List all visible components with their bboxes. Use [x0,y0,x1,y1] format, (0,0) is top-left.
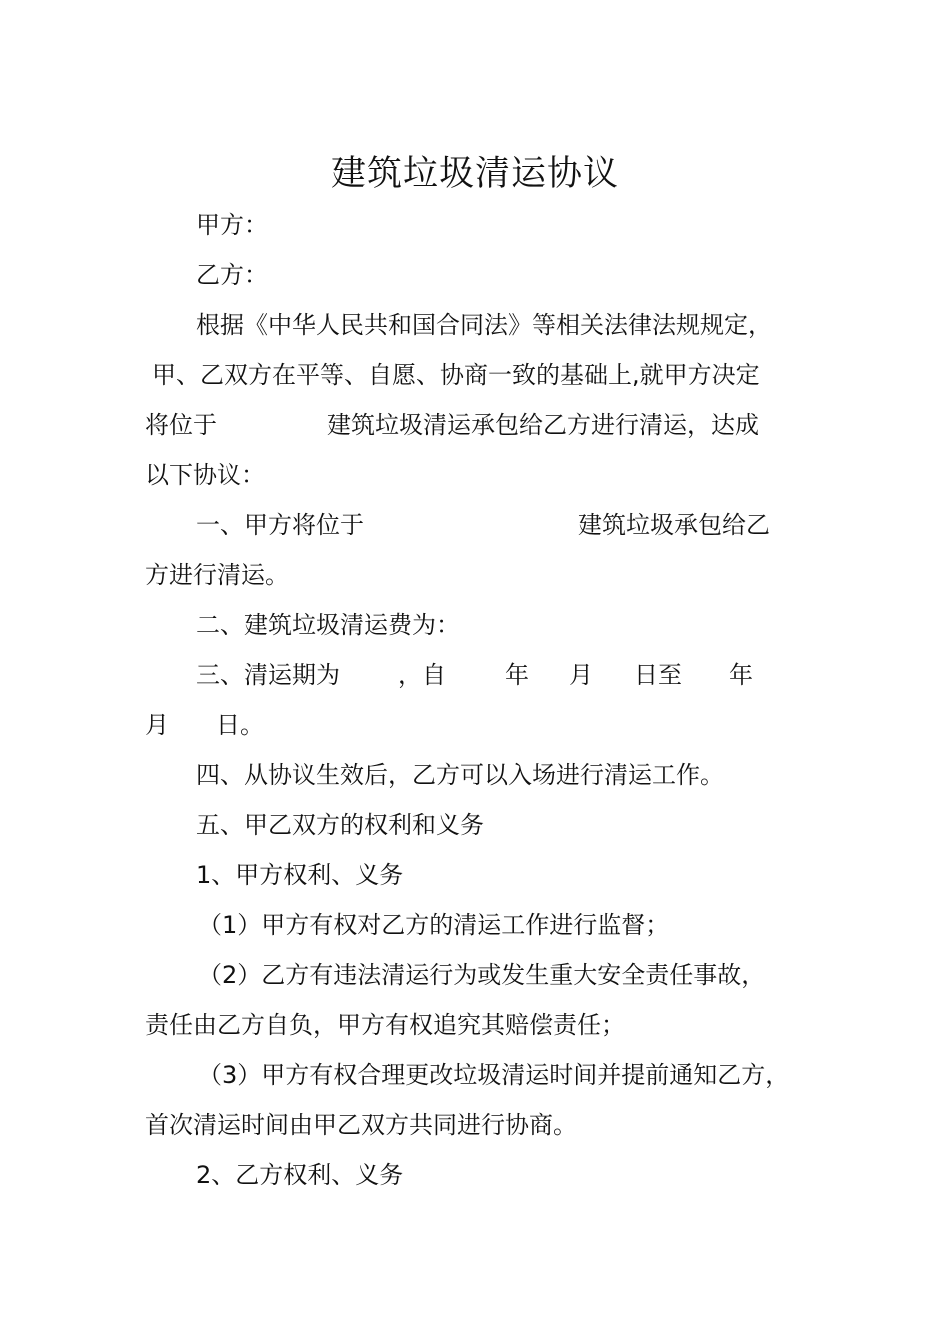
clause-4: 四、从协议生效后，乙方可以入场进行清运工作。 [196,761,724,789]
clause-5-heading: 五、甲乙双方的权利和义务 [196,811,484,839]
sub-heading-party-a: 1、甲方权利、义务 [196,861,404,889]
clause-2: 二、建筑垃圾清运费为： [196,611,460,639]
clause-3-year-2: 年 [729,661,753,689]
item-3-line-1: （3）甲方有权合理更改垃圾清运时间并提前通知乙方， [198,1061,790,1089]
party-a-label: 甲方： [196,211,268,239]
sub-heading-party-b: 2、乙方权利、义务 [196,1161,404,1189]
clause-3-from: ，自 [398,661,446,689]
preamble-line-1: 根据《中华人民共和国合同法》等相关法律法规规定， [196,311,772,339]
preamble-line-4: 以下协议： [145,461,265,489]
clause-1-middle: 建筑垃圾承包给乙 [578,511,770,539]
preamble-line-3-end: 建筑垃圾清运承包给乙方进行清运，达成 [327,411,759,439]
clause-3-month-1: 月 [569,661,593,689]
item-2-line-2: 责任由乙方自负，甲方有权追究其赔偿责任； [145,1011,625,1039]
item-2-line-1: （2）乙方有违法清运行为或发生重大安全责任事故， [198,961,766,989]
document-title: 建筑垃圾清运协议 [330,154,619,194]
clause-1-end: 方进行清运。 [145,561,289,589]
clause-3-day-to: 日至 [634,661,682,689]
preamble-line-3-start: 将位于 [145,411,217,439]
clause-3-year-1: 年 [505,661,529,689]
party-b-label: 乙方： [196,261,268,289]
clause-3-day-2: 日。 [216,711,264,739]
preamble-line-2: 甲、乙双方在平等、自愿、协商一致的基础上,就甲方决定 [152,361,760,389]
clause-3-month-2: 月 [145,711,169,739]
clause-3-label: 三、清运期为 [196,661,340,689]
item-3-line-2: 首次清运时间由甲乙双方共同进行协商。 [145,1111,577,1139]
clause-1-start: 一、甲方将位于 [196,511,364,539]
item-1: （1）甲方有权对乙方的清运工作进行监督； [198,911,670,939]
